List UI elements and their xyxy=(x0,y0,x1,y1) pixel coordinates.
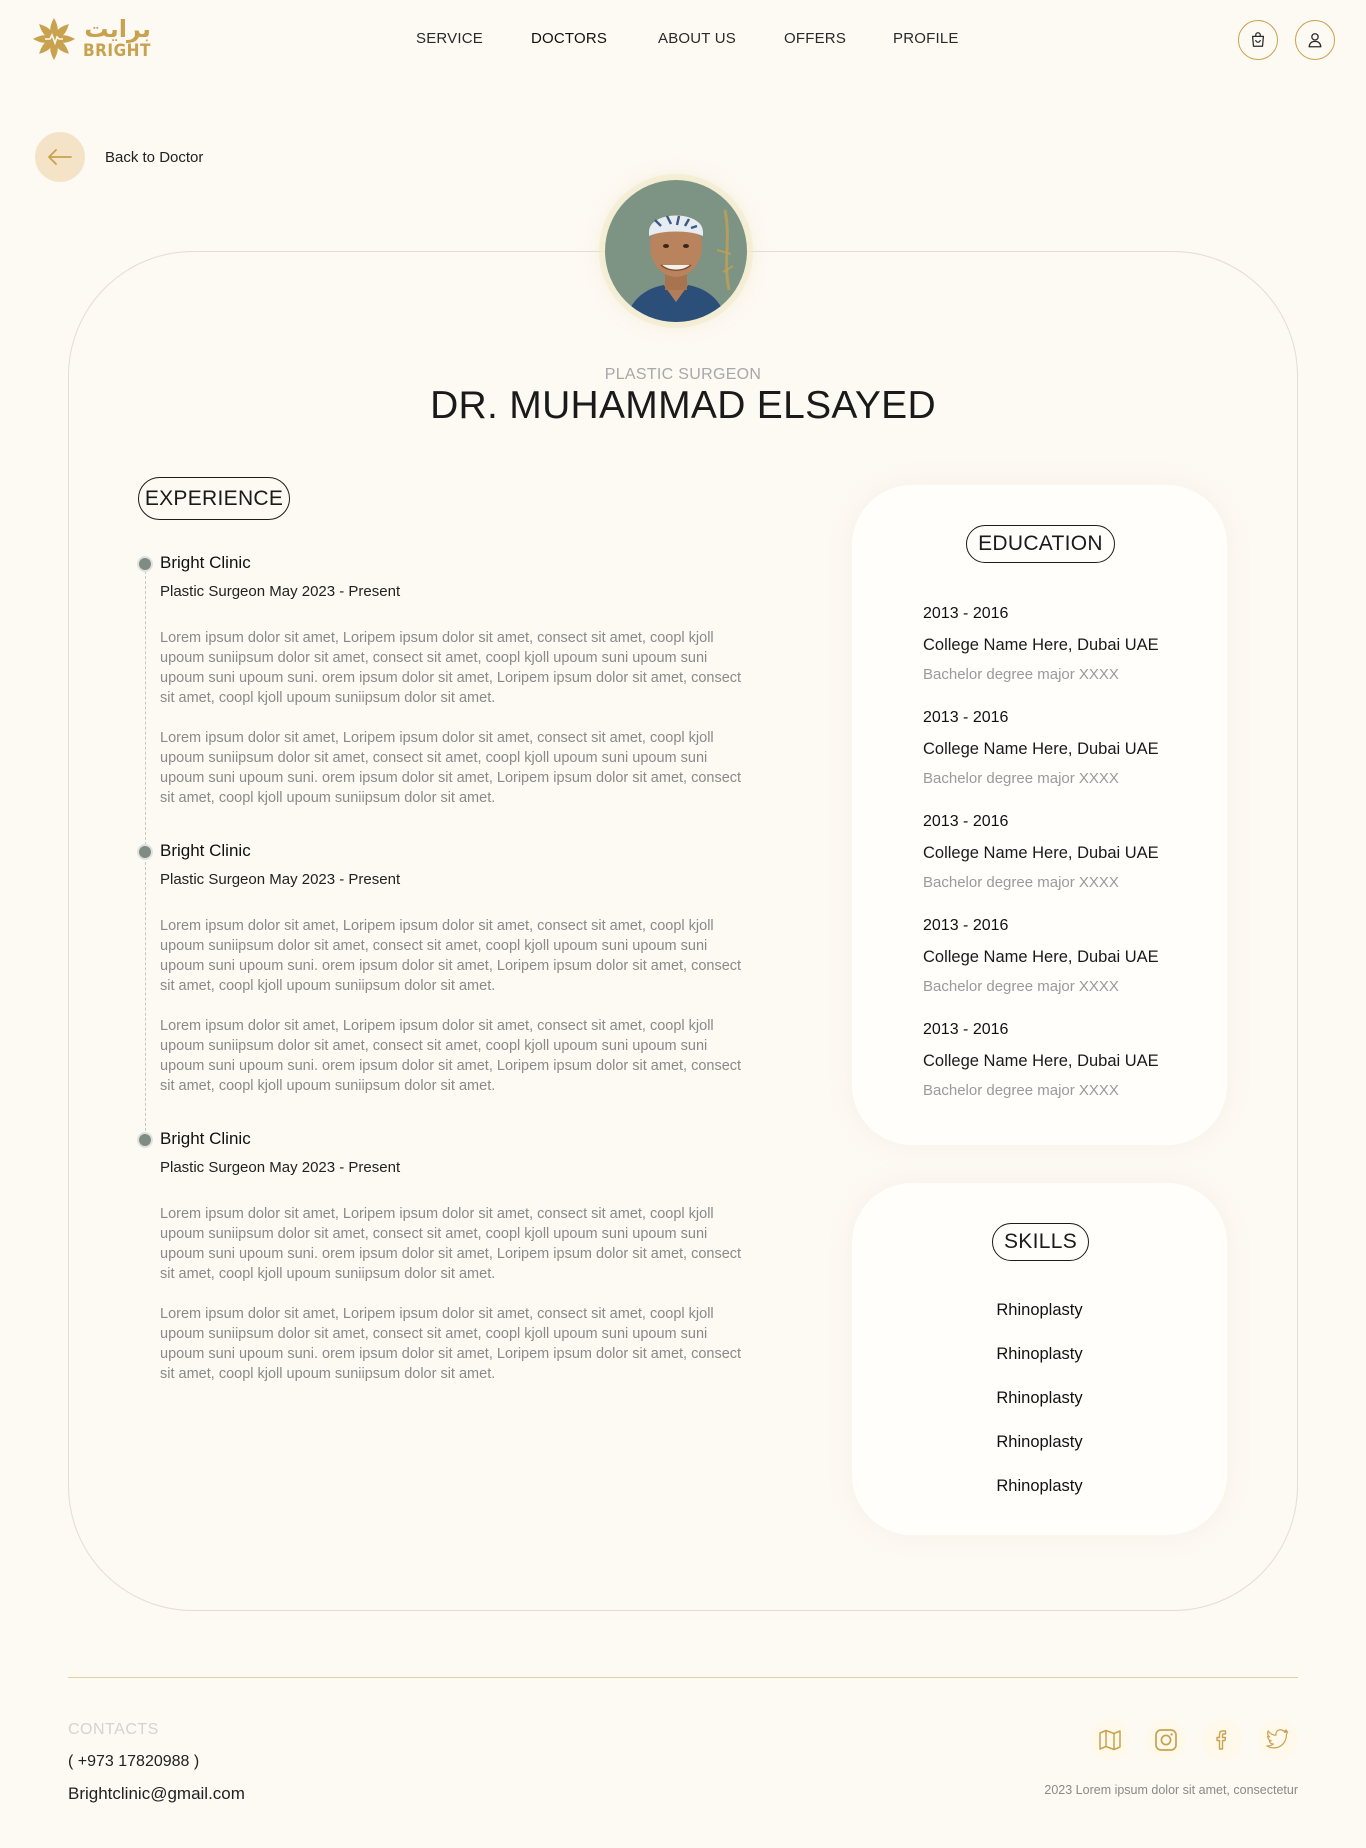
education-item xyxy=(923,917,1223,995)
skills-panel xyxy=(852,1183,1227,1535)
experience-description: Lorem ipsum dolor sit amet, Loripem ipsum dolor sit amet, consect sit amet, coopl kjoll upoum suniipsum dolor sit amet, consect sit amet, coopl kjoll upoum suni upoum suni upoum suni upoum suni. orem ipsum dolor sit amet, Loripem ipsum dolor sit amet, consect sit amet, coopl kjoll upoum suniipsum dolor sit amet. xyxy=(160,918,742,994)
experience-clinic: Bright Clinic xyxy=(160,841,251,860)
profile-button[interactable] xyxy=(1295,20,1335,60)
experience-item xyxy=(138,553,748,813)
education-college: College Name Here, Dubai UAE xyxy=(923,740,1159,758)
skill-item: Rhinoplasty xyxy=(996,1433,1083,1451)
facebook-link[interactable] xyxy=(1202,1720,1242,1760)
facebook-icon xyxy=(1209,1727,1235,1753)
twitter-link[interactable] xyxy=(1258,1720,1298,1760)
education-panel xyxy=(852,485,1227,1145)
brand-name-english: BRIGHT xyxy=(83,41,151,61)
skill-item: Rhinoplasty xyxy=(996,1389,1083,1407)
doctor-portrait xyxy=(605,180,747,322)
experience-item xyxy=(138,1129,748,1389)
experience-role: Plastic Surgeon May 2023 - Present xyxy=(160,1159,401,1176)
doctor-name: DR. MUHAMMAD ELSAYED xyxy=(430,384,936,427)
experience-description: Lorem ipsum dolor sit amet, Loripem ipsum dolor sit amet, consect sit amet, coopl kjoll upoum suniipsum dolor sit amet, consect sit amet, coopl kjoll upoum suni upoum suni upoum suni upoum suni. orem ipsum dolor sit amet, Loripem ipsum dolor sit amet, consect sit amet, coopl kjoll upoum suniipsum dolor sit amet. xyxy=(160,1306,742,1382)
education-degree: Bachelor degree major XXXX xyxy=(923,770,1119,787)
site-header xyxy=(0,0,1366,80)
experience-description: Lorem ipsum dolor sit amet, Loripem ipsum dolor sit amet, consect sit amet, coopl kjoll upoum suniipsum dolor sit amet, consect sit amet, coopl kjoll upoum suni upoum suni upoum suni upoum suni. orem ipsum dolor sit amet, Loripem ipsum dolor sit amet, consect sit amet, coopl kjoll upoum suniipsum dolor sit amet. xyxy=(160,1206,742,1282)
back-to-doctor-link[interactable] xyxy=(35,132,203,182)
back-button[interactable] xyxy=(35,132,85,182)
back-label[interactable]: Back to Doctor xyxy=(105,148,204,166)
education-degree: Bachelor degree major XXXX xyxy=(923,1082,1119,1099)
education-college: College Name Here, Dubai UAE xyxy=(923,1052,1159,1070)
education-college: College Name Here, Dubai UAE xyxy=(923,844,1159,862)
nav-about-us[interactable]: ABOUT US xyxy=(658,30,737,47)
experience-role: Plastic Surgeon May 2023 - Present xyxy=(160,583,401,600)
main-nav xyxy=(0,30,1366,50)
experience-description: Lorem ipsum dolor sit amet, Loripem ipsum dolor sit amet, consect sit amet, coopl kjoll upoum suniipsum dolor sit amet, consect sit amet, coopl kjoll upoum suni upoum suni upoum suni upoum suni. orem ipsum dolor sit amet, Loripem ipsum dolor sit amet, consect sit amet, coopl kjoll upoum suniipsum dolor sit amet. xyxy=(160,1018,742,1094)
experience-item xyxy=(138,841,748,1101)
timeline-dot xyxy=(139,1134,151,1146)
map-link[interactable] xyxy=(1090,1720,1130,1760)
contact-phone[interactable]: ( +973 17820988 ) xyxy=(68,1753,200,1770)
education-item xyxy=(923,1021,1223,1099)
shopping-bag-icon xyxy=(1249,31,1267,49)
experience-heading: EXPERIENCE xyxy=(138,477,290,520)
instagram-icon xyxy=(1153,1727,1179,1753)
education-years: 2013 - 2016 xyxy=(923,917,1009,934)
twitter-icon xyxy=(1265,1727,1291,1753)
nav-service[interactable]: SERVICE xyxy=(416,30,483,47)
skills-heading: SKILLS xyxy=(992,1223,1089,1261)
education-degree: Bachelor degree major XXXX xyxy=(923,978,1119,995)
education-years: 2013 - 2016 xyxy=(923,709,1009,726)
doctor-avatar xyxy=(605,180,747,322)
nav-offers[interactable]: OFFERS xyxy=(784,30,847,47)
experience-role: Plastic Surgeon May 2023 - Present xyxy=(160,871,401,888)
doctor-specialty: PLASTIC SURGEON xyxy=(604,366,762,383)
education-degree: Bachelor degree major XXXX xyxy=(923,666,1119,683)
skill-item: Rhinoplasty xyxy=(996,1477,1083,1495)
education-degree: Bachelor degree major XXXX xyxy=(923,874,1119,891)
nav-profile[interactable]: PROFILE xyxy=(893,30,959,47)
education-item xyxy=(923,605,1223,683)
education-heading: EDUCATION xyxy=(966,525,1115,563)
education-years: 2013 - 2016 xyxy=(923,605,1009,622)
brand-name-arabic: برايت xyxy=(84,16,151,43)
nav-doctors[interactable]: DOCTORS xyxy=(531,30,608,47)
education-item xyxy=(923,709,1223,787)
instagram-link[interactable] xyxy=(1146,1720,1186,1760)
map-icon xyxy=(1097,1727,1123,1753)
contact-email[interactable]: Brightclinic@gmail.com xyxy=(68,1784,245,1803)
timeline-dot xyxy=(139,558,151,570)
skill-item: Rhinoplasty xyxy=(996,1301,1083,1319)
experience-clinic: Bright Clinic xyxy=(160,553,251,572)
arrow-left-icon xyxy=(47,148,73,166)
education-college: College Name Here, Dubai UAE xyxy=(923,948,1159,966)
education-years: 2013 - 2016 xyxy=(923,1021,1009,1038)
experience-clinic: Bright Clinic xyxy=(160,1129,251,1148)
contacts-label: CONTACTS xyxy=(68,1721,159,1738)
skill-item: Rhinoplasty xyxy=(996,1345,1083,1363)
copyright-text: 2023 Lorem ipsum dolor sit amet, consectetur xyxy=(1044,1783,1298,1797)
cart-button[interactable] xyxy=(1238,20,1278,60)
experience-description: Lorem ipsum dolor sit amet, Loripem ipsum dolor sit amet, consect sit amet, coopl kjoll upoum suniipsum dolor sit amet, consect sit amet, coopl kjoll upoum suni upoum suni upoum suni upoum suni. orem ipsum dolor sit amet, Loripem ipsum dolor sit amet, consect sit amet, coopl kjoll upoum suniipsum dolor sit amet. xyxy=(160,730,742,806)
user-icon xyxy=(1306,31,1324,49)
footer-divider xyxy=(68,1677,1298,1678)
education-years: 2013 - 2016 xyxy=(923,813,1009,830)
education-item xyxy=(923,813,1223,891)
timeline-dot xyxy=(139,846,151,858)
experience-description: Lorem ipsum dolor sit amet, Loripem ipsum dolor sit amet, consect sit amet, coopl kjoll upoum suniipsum dolor sit amet, consect sit amet, coopl kjoll upoum suni upoum suni upoum suni upoum suni. orem ipsum dolor sit amet, Loripem ipsum dolor sit amet, consect sit amet, coopl kjoll upoum suniipsum dolor sit amet. xyxy=(160,630,742,706)
education-college: College Name Here, Dubai UAE xyxy=(923,636,1159,654)
